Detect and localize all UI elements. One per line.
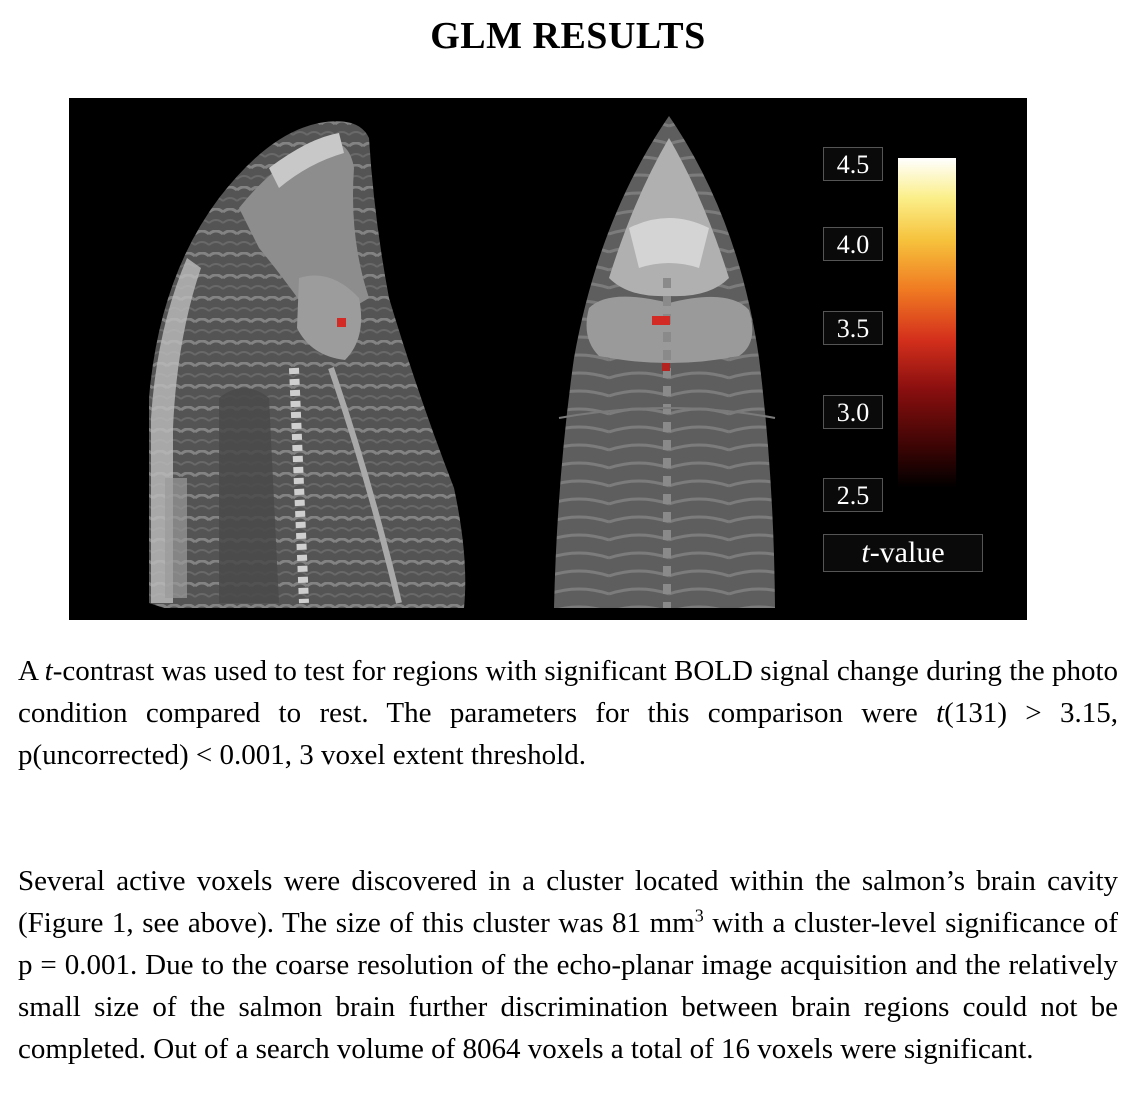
active-voxel [662, 363, 670, 371]
colorbar-label-rest: -value [869, 536, 945, 569]
colorbar-tick: 3.5 [823, 311, 883, 345]
sagittal-slice [149, 121, 465, 608]
colorbar-tick: 2.5 [823, 478, 883, 512]
colorbar-label-italic: t [861, 536, 870, 569]
results-paragraph-2 [18, 860, 1118, 1070]
text-run: A [18, 655, 45, 687]
text-run: (131) > 3.15, p(uncorrected) < 0.001, 3 voxel extent threshold. [18, 697, 1119, 771]
page-title: GLM RESULTS [430, 15, 706, 57]
colorbar-tick: 3.0 [823, 395, 883, 429]
colorbar-label [823, 534, 983, 572]
active-voxel-cluster [652, 316, 670, 325]
colorbar-tick: 4.5 [823, 147, 883, 181]
mri-figure [69, 98, 1027, 620]
axial-slice [554, 116, 775, 608]
text-run-italic: t [936, 697, 945, 729]
superscript: 3 [694, 905, 704, 926]
colorbar-tick: 4.0 [823, 227, 883, 261]
text-run-italic: t [44, 655, 53, 687]
results-paragraph-1 [18, 650, 1118, 776]
t-value-colorbar [898, 158, 956, 488]
text-run: with a cluster-level significance of p = 0.001. Due to the coarse resolution of the echo-planar image acquisition and the relatively small size of the salmon brain further discrimination between brain regions could not be completed. Out of a search volume of 8064 voxels a total of 16 voxels were significant. [18, 907, 1118, 1065]
text-run: -contrast was used to test for regions with significant BOLD signal change during the photo condition compared to rest. The parameters for this comparison were [18, 655, 1119, 729]
active-voxel [337, 318, 346, 327]
text-run: Several active voxels were discovered in a cluster located within the salmon’s brain cavity (Figure 1, see above). The size of this cluster was 81 mm [18, 865, 1118, 939]
